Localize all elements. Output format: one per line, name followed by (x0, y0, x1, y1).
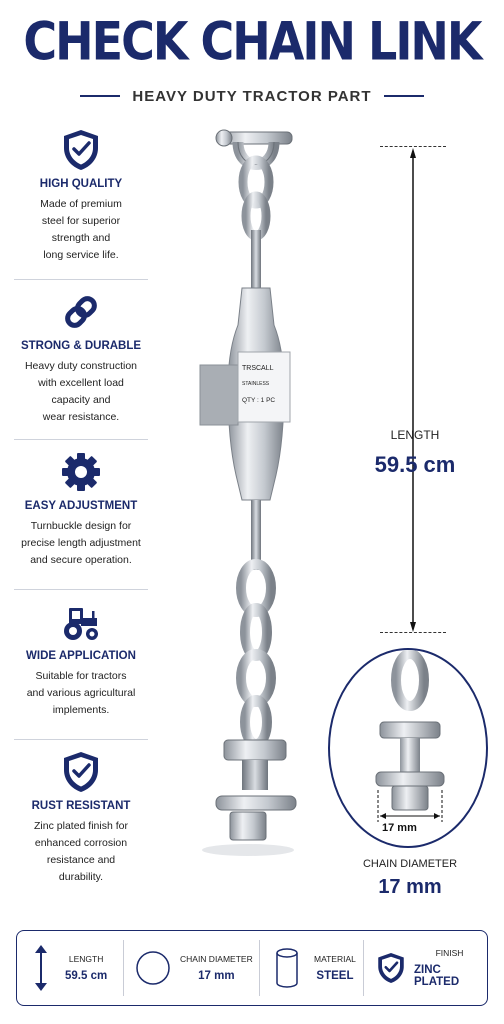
spec-label: LENGTH (68, 954, 104, 964)
feature-item (14, 118, 148, 280)
feature-item (14, 740, 148, 900)
spec-label: FINISH (435, 948, 464, 958)
zoom-diameter-label: 17 mm (382, 822, 417, 834)
spec-length (17, 940, 123, 996)
spec-text (180, 954, 253, 982)
zoom-detail-image (330, 650, 488, 848)
spec-label: CHAIN DIAMETER (180, 954, 253, 964)
shield-check-icon (61, 750, 101, 794)
tractor-icon (61, 600, 101, 644)
spec-label: MATERIAL (314, 954, 356, 964)
dimension-line-top (380, 146, 446, 147)
spec-value: 59.5 cm (65, 970, 108, 982)
feature-description: Zinc plated finish for enhanced corrosion resistance and durability. (34, 820, 128, 883)
feature-heading: STRONG & DURABLE (20, 340, 142, 352)
bolt-assembly (202, 740, 296, 856)
spec-text (414, 948, 485, 988)
gear-icon (61, 450, 101, 494)
spec-value: STEEL (316, 970, 354, 982)
feature-description: Suitable for tractors and various agricultural implements. (26, 670, 136, 716)
page-title: CHECK CHAIN LINK (23, 9, 481, 73)
spec-bar (16, 930, 488, 1006)
shield-check-icon (376, 951, 406, 985)
spec-text (65, 954, 107, 982)
check-chain-product-image (180, 120, 320, 870)
feature-heading: HIGH QUALITY (39, 178, 123, 190)
vertical-arrow-icon (31, 943, 51, 993)
product-tag-flap (200, 365, 238, 425)
spec-finish (363, 940, 485, 996)
feature-heading: RUST RESISTANT (31, 800, 131, 812)
product-tag (238, 352, 290, 422)
feature-item (14, 280, 148, 440)
chain-diameter-value: 17 mm (378, 876, 442, 898)
feature-list (14, 118, 148, 900)
divider (384, 95, 424, 97)
feature-item (14, 590, 148, 740)
vertical-arrow-icon (410, 148, 416, 632)
spec-value: 17 mm (198, 970, 235, 982)
chain-diameter-zoom (328, 648, 488, 848)
feature-description: Turnbuckle design for precise length adjustment and secure operation. (21, 520, 141, 566)
feature-item (14, 440, 148, 590)
spec-text (314, 954, 356, 982)
dimension-line-bottom (380, 632, 446, 633)
feature-heading: WIDE APPLICATION (26, 650, 136, 662)
divider (80, 95, 120, 97)
threaded-rod-top (251, 230, 261, 292)
tag-text: STAINLESS (242, 381, 270, 387)
chain-upper (243, 160, 269, 236)
cylinder-icon (274, 947, 300, 989)
tag-text: QTY : 1 PC (242, 397, 276, 404)
chain-diameter-label: CHAIN DIAMETER (362, 858, 458, 870)
feature-description: Heavy duty construction with excellent load capacity and wear resistance. (24, 360, 138, 423)
chain-lower (241, 564, 271, 744)
chain-link-icon (61, 290, 101, 334)
spec-chain-diameter (123, 940, 259, 996)
page-subtitle: HEAVY DUTY TRACTOR PART (132, 87, 372, 105)
circle-icon (134, 949, 172, 987)
spec-value: ZINC PLATED (414, 964, 460, 988)
feature-description: Made of premium steel for superior strength and long service life. (40, 198, 122, 261)
spec-material (259, 940, 363, 996)
subtitle-row (0, 86, 504, 106)
length-value: 59.5 cm (374, 452, 456, 477)
shield-check-icon (61, 128, 101, 172)
feature-heading: EASY ADJUSTMENT (24, 500, 138, 512)
tag-text: TRSCALL (242, 365, 274, 372)
length-label: LENGTH (390, 428, 440, 442)
